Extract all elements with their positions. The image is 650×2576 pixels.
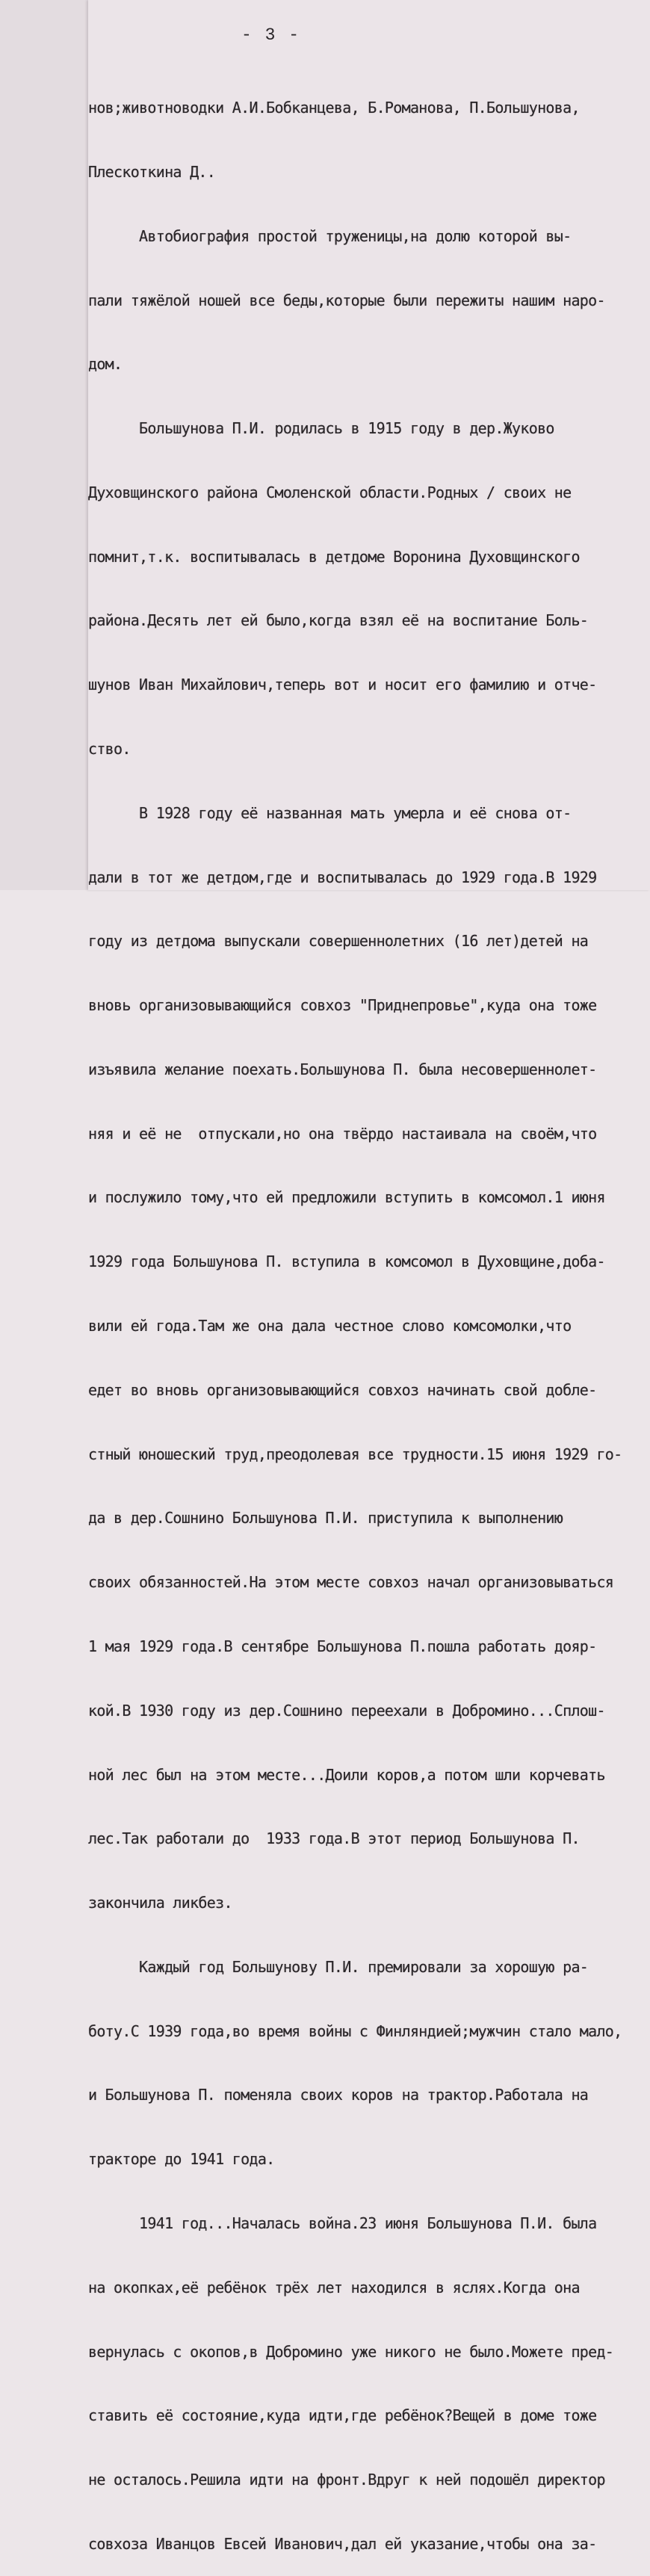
text-line: Большунова П.И. родилась в 1915 году в дер.Жуково bbox=[88, 419, 554, 438]
text-line: вили ей года.Там же она дала честное слово комсомолки,что bbox=[88, 1317, 572, 1335]
text-line: вернулась с окопов,в Добромино уже никого не было.Можете пред- bbox=[88, 2342, 614, 2361]
text-line: дом. bbox=[88, 355, 123, 374]
text-line: 1929 года Большунова П. вступила в комсомол в Духовщине,доба- bbox=[88, 1253, 605, 1271]
text-line: едет во вновь организовывающийся совхоз начинать свой добле- bbox=[88, 1380, 597, 1399]
text-line: помнит,т.к. воспитывалась в детдоме Воронина Духовщинского bbox=[88, 547, 580, 566]
text-line: тракторе до 1941 года. bbox=[88, 2150, 275, 2169]
text-line: Каждый год Большунову П.И. премировали за хорошую ра- bbox=[88, 1957, 589, 1976]
text-line: 1941 год...Началась война.23 июня Большунова П.И. была bbox=[88, 2214, 597, 2232]
text-line: Духовщинского района Смоленской области.Родных / своих не bbox=[88, 483, 572, 501]
text-line: на окопках,её ребёнок трёх лет находился в яслях.Когда она bbox=[88, 2278, 580, 2297]
text-line: да в дер.Сошнино Большунова П.И. приступила к выполнению bbox=[88, 1509, 563, 1528]
text-line: боту.С 1939 года,во время войны с Финляндией;мужчин стало мало, bbox=[88, 2021, 622, 2040]
text-line: Автобиография простой труженицы,на долю которой вы- bbox=[88, 226, 572, 245]
text-line: своих обязанностей.На этом месте совхоз начал организовываться bbox=[88, 1573, 614, 1592]
text-line: ство. bbox=[88, 740, 131, 758]
text-line: совхоза Иванцов Евсей Иванович,дал ей указание,чтобы она за- bbox=[88, 2534, 597, 2553]
scan-margin bbox=[0, 0, 88, 890]
text-line: няя и её не отпускали,но она твёрдо настаивала на своём,что bbox=[88, 1124, 597, 1143]
text-line: ной лес был на этом месте...Доили коров,а потом шли корчевать bbox=[88, 1765, 605, 1784]
page-number: - 3 - bbox=[241, 25, 301, 45]
text-line: 1 мая 1929 года.В сентябре Большунова П.пошла работать дояр- bbox=[88, 1637, 597, 1655]
text-line: году из детдома выпускали совершеннолетних (16 лет)детей на bbox=[88, 932, 589, 951]
text-line: стный юношеский труд,преодолевая все трудности.15 июня 1929 го- bbox=[88, 1445, 622, 1463]
text-line: закончила ликбез. bbox=[88, 1894, 232, 1912]
text-line: вновь организовывающийся совхоз "Приднепровье",куда она тоже bbox=[88, 996, 597, 1015]
text-line: шунов Иван Михайлович,теперь вот и носит его фамилию и отче- bbox=[88, 676, 597, 694]
text-line: дали в тот же детдом,где и воспитывалась до 1929 года.В 1929 bbox=[88, 868, 597, 886]
text-line: кой.В 1930 году из дер.Сошнино переехали в Добромино...Сплош- bbox=[88, 1701, 605, 1720]
text-line: нов;животноводки А.И.Бобканцева, Б.Романова, П.Большунова, bbox=[88, 99, 580, 117]
text-line: В 1928 году её названная мать умерла и её снова от- bbox=[88, 803, 572, 822]
typewritten-text bbox=[88, 55, 622, 2576]
text-line: ставить её состояние,куда идти,где ребёнок?Вещей в доме тоже bbox=[88, 2406, 597, 2425]
text-line: пали тяжёлой ношей все беды,которые были пережиты нашим наро- bbox=[88, 291, 605, 309]
text-line: района.Десять лет ей было,когда взял её на воспитание Боль- bbox=[88, 611, 589, 630]
text-line: лес.Так работали до 1933 года.В этот период Большунова П. bbox=[88, 1829, 580, 1848]
text-line: не осталось.Решила идти на фронт.Вдруг к ней подошёл директор bbox=[88, 2471, 605, 2489]
text-line: и послужило тому,что ей предложили вступить в комсомол.1 июня bbox=[88, 1188, 605, 1207]
text-line: изъявила желание поехать.Большунова П. была несовершеннолет- bbox=[88, 1060, 597, 1078]
text-line: Плескоткина Д.. bbox=[88, 162, 216, 181]
text-line: и Большунова П. поменяла своих коров на трактор.Работала на bbox=[88, 2086, 589, 2104]
